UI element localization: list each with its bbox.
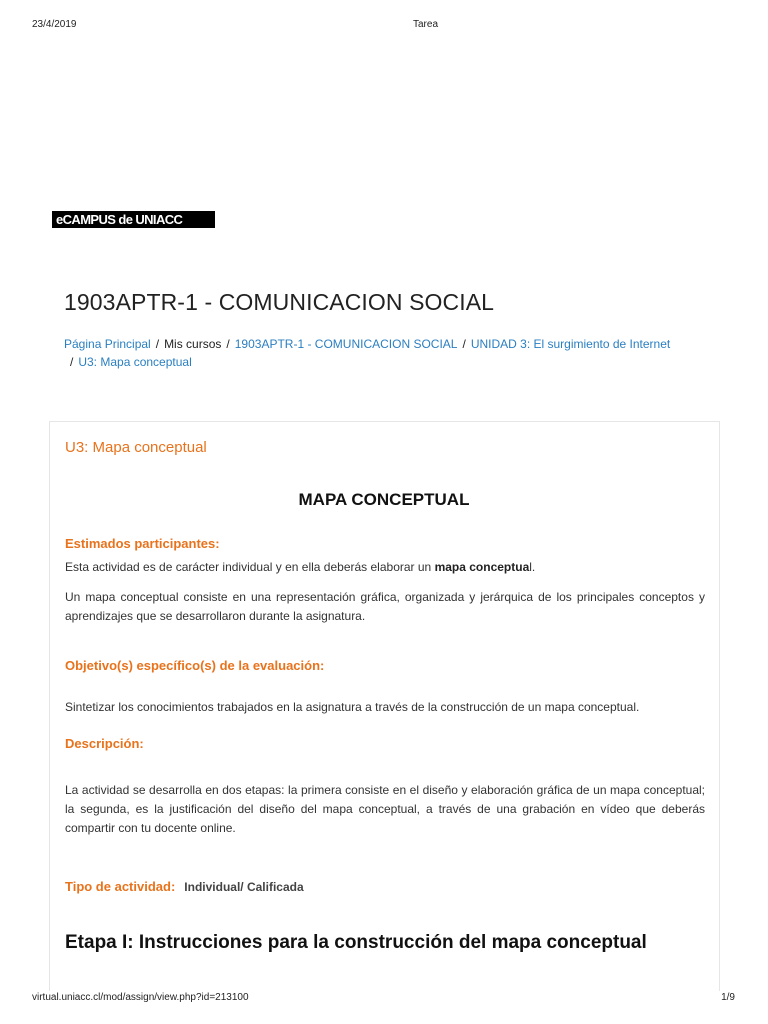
breadcrumb-activity[interactable]: U3: Mapa conceptual xyxy=(78,355,192,369)
breadcrumb xyxy=(64,335,714,371)
activity-type-value: Individual/ Calificada xyxy=(184,880,304,894)
print-page-number: 1/9 xyxy=(721,992,735,1003)
intro-text: Esta actividad es de carácter individual y en ella deberás elaborar un xyxy=(65,560,435,574)
objective-text: Sintetizar los conocimientos trabajados en la asignatura a través de la construcción de un mapa conceptual. xyxy=(65,700,640,714)
breadcrumb-course[interactable]: 1903APTR-1 - COMUNICACION SOCIAL xyxy=(234,337,458,351)
breadcrumb-my-courses[interactable]: Mis cursos xyxy=(164,337,222,351)
greeting-label: Estimados participantes: xyxy=(65,536,220,551)
description-label: Descripción: xyxy=(65,736,144,751)
print-page-title: Tarea xyxy=(413,19,439,30)
activity-name: U3: Mapa conceptual xyxy=(65,439,207,456)
stage-one-heading: Etapa I: Instrucciones para la construcción del mapa conceptual xyxy=(65,932,647,953)
activity-type-row xyxy=(65,879,304,894)
breadcrumb-separator: / xyxy=(70,355,74,369)
intro-text-end: l. xyxy=(529,560,536,574)
intro-paragraph xyxy=(65,558,705,577)
print-url: virtual.uniacc.cl/mod/assign/view.php?id=213100 xyxy=(32,992,249,1003)
breadcrumb-separator: / xyxy=(462,337,466,351)
objective-label: Objetivo(s) específico(s) de la evaluación: xyxy=(65,658,325,673)
ecampus-logo[interactable]: eCAMPUS de UNIACC xyxy=(52,211,215,228)
assignment-heading: MAPA CONCEPTUAL xyxy=(298,490,470,509)
course-title: 1903APTR-1 - COMUNICACION SOCIAL xyxy=(64,289,495,315)
breadcrumb-unit[interactable]: UNIDAD 3: El surgimiento de Internet xyxy=(470,337,671,351)
intro-bold-text: mapa conceptua xyxy=(434,560,530,574)
breadcrumb-separator: / xyxy=(226,337,230,351)
print-date: 23/4/2019 xyxy=(32,19,77,30)
breadcrumb-separator: / xyxy=(155,337,160,351)
definition-paragraph: Un mapa conceptual consiste en una representación gráfica, organizada y jerárquica de los principales conceptos y aprendizajes que se desarrollaron durante la asignatura. xyxy=(65,590,705,623)
description-text: La actividad se desarrolla en dos etapas: la primera consiste en el diseño y elaboración gráfica de un mapa conceptual; la segunda, es la justificación del diseño del mapa conceptual, a través de una grabación en vídeo que deberás compartir con tu docente online. xyxy=(65,783,705,835)
breadcrumb-home[interactable]: Página Principal xyxy=(64,337,151,351)
activity-type-label: Tipo de actividad: xyxy=(65,879,176,894)
